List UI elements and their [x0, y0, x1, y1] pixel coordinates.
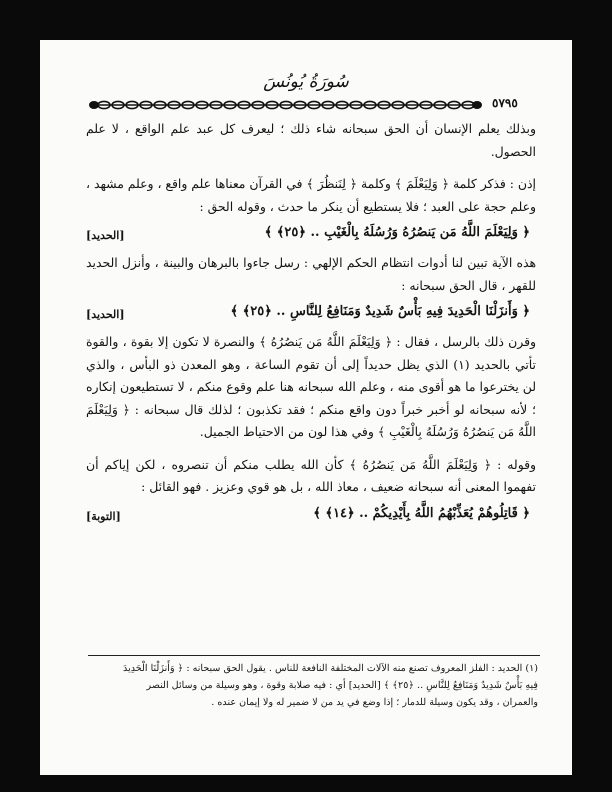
footnotes	[86, 660, 538, 711]
verse-reference: [الحديد]	[86, 229, 125, 242]
paragraph-5: وقوله : ﴿ وَلِيَعْلَمَ اللَّهُ مَن يَنصُرُهُ ﴾ كأن الله يطلب منكم أن تنصروه ، لكن إياكم أن تفهموا المعنى أنه سبحانه ضعيف ، معاذ الله ، بل هو قوي وعزيز . فهو القائل :	[86, 456, 536, 494]
footnote-line: فِيهِ بَأْسٌ شَدِيدٌ وَمَنَافِعُ لِلنَّاسِ .. ﴿٢٥﴾ ﴾ [الحديد] أي : فيه صلابة وقوة ، وهو وسيلة من وسائل النصر	[146, 680, 538, 691]
verse-reference: [التوبة]	[86, 509, 121, 523]
footnote-line: والعمران ، وقد يكون وسيلة للدمار ؛ إذا وضع في يد من لا ضمير له ولا إيمان عنده .	[211, 697, 538, 708]
book-page	[40, 40, 572, 775]
quran-verse: ﴿ وَأَنزَلْنَا الْحَدِيدَ فِيهِ بَأْسٌ شَدِيدٌ وَمَنَافِعُ لِلنَّاسِ .. ﴿٢٥﴾ ﴾	[230, 304, 530, 319]
verse-reference: [الحديد]	[86, 308, 125, 321]
quran-verse: ﴿ وَلِيَعْلَمَ اللَّهُ مَن يَنصُرُهُ وَرُسُلَهُ بِالْغَيْبِ .. ﴿٢٥﴾ ﴾	[264, 225, 530, 240]
paragraph-1: وبذلك يعلم الإنسان أن الحق سبحانه شاء ذلك ؛ ليعرف كل عبد علم الواقع ، لا علم الحصول.	[86, 121, 536, 159]
footnote-line: (١) الحديد : الفلز المعروف تصنع منه الآلات المختلفة النافعة للناس . يقول الحق سبحانه : ﴿ وَأَنزَلْنَا الْحَدِيدَ	[123, 663, 538, 674]
page-body	[86, 118, 536, 533]
paragraph-2: إذن : فذكر كلمة ﴿ وَلِيَعْلَمَ ﴾ وكلمة ﴿ لِنَنظُرَ ﴾ في القرآن معناها علم واقع ، وعلم مشهد ، وعلم حجة على العبد ؛ فلا يستطيع أن ينكر ما حدث ، وقوله الحق :	[86, 176, 536, 214]
paragraph-4: وقرن ذلك بالرسل ، فقال : ﴿ وَلِيَعْلَمَ اللَّهُ مَن يَنصُرُهُ ﴾ والنصرة لا تكون إلا بقوة ، والقوة تأتي بالحديد (١) الذي يظل حديداً إلى أن تقوم الساعة ، وهو المعدن ذو البأس ، والذي لن يخترعوا ما هو أقوى منه ، وعلم الله سبحانه هنا علم وقوع منكم ، لا تستطيعون إنكاره ؛ لأنه سبحانه لو أخبر خبراً دون واقع منكم ؛ فقد تكذبون ؛ لذلك قال سبحانه : ﴿ وَلِيَعْلَمَ اللَّهُ مَن يَنصُرُهُ وَرُسُلَهُ بِالْغَيْبِ ﴾ وفي هذا لون من الاحتياط الجميل.	[86, 334, 536, 439]
verse-row-2	[86, 301, 536, 325]
verse-row-3	[86, 503, 536, 527]
header-ornament	[88, 98, 483, 112]
verse-row-1	[86, 222, 536, 246]
quran-verse: ﴿ قَاتِلُوهُمْ يُعَذِّبْهُمُ اللَّهُ بِأَيْدِيكُمْ .. ﴿١٤﴾ ﴾	[313, 505, 530, 521]
page-number: ٥٧٩٥	[492, 96, 518, 110]
footnote-divider	[88, 655, 540, 656]
surah-title: سُورَةُ يُونُسَ	[263, 72, 349, 92]
paragraph-3: هذه الآية تبين لنا أدوات انتظام الحكم الإلهي : رسل جاءوا بالبرهان والبينة ، وأنزل الحديد للقهر ، قال الحق سبحانه :	[86, 255, 536, 293]
